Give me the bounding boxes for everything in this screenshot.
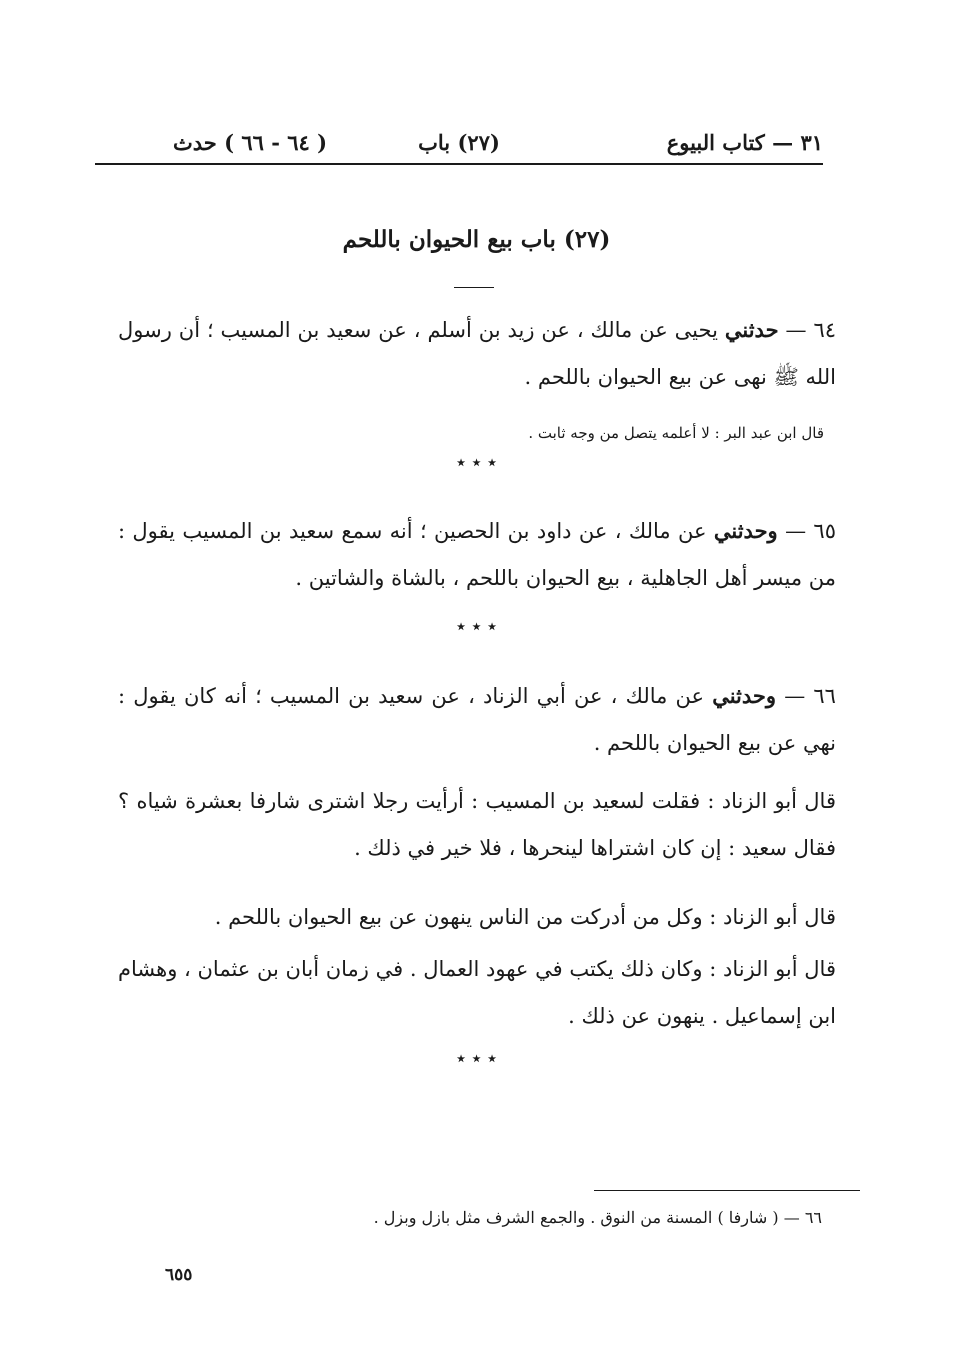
hadith-opening: وحدثني — [712, 683, 777, 708]
page-number: ٦٥٥ — [165, 1265, 193, 1285]
hadith-66-paragraph-1: قال أبو الزناد : فقلت لسعيد بن المسيب : أرأيت رجلا اشترى شارفا بعشرة شياه ؟ فقال سعيد : إن كان اشتراها لينحرها ، فلا خير في ذلك . — [118, 789, 836, 860]
header-chapter: (٢٧) باب — [418, 130, 500, 155]
hadith-number: ٦٦ — — [784, 684, 836, 708]
hadith-text: عن مالك ، عن داود بن الحصين ؛ أنه سمع سعيد بن المسيب يقول : من ميسر أهل الجاهلية ، بيع الحيوان باللحم ، بالشاة والشاتين . — [118, 519, 836, 590]
hadith-66 — [118, 672, 836, 767]
hadith-65 — [118, 507, 836, 602]
separator-stars: ٭ ٭ ٭ — [456, 616, 497, 637]
hadith-text: يحيى عن مالك ، عن زيد بن أسلم ، عن سعيد بن المسيب ؛ أن رسول الله ﷺ نهى عن بيع الحيوان باللحم . — [118, 318, 836, 389]
hadith-64 — [118, 306, 836, 401]
hadith-66-paragraph-2: قال أبو الزناد : وكل من أدركت من الناس ينهون عن بيع الحيوان باللحم . — [214, 905, 836, 929]
header-book-title: ٣١ — كتاب البيوع — [666, 130, 823, 155]
footnote-rule — [594, 1190, 860, 1191]
header-rule — [95, 163, 823, 165]
hadith-66-paragraph-3: قال أبو الزناد : وكان ذلك يكتب في عهود العمال . في زمان أبان بن عثمان ، وهشام ابن إسماعيل . ينهون عن ذلك . — [118, 957, 836, 1028]
hadith-number: ٦٤ — — [785, 318, 836, 342]
separator-stars: ٭ ٭ ٭ — [456, 452, 497, 473]
separator-stars: ٭ ٭ ٭ — [456, 1048, 497, 1069]
header-hadith-range: ( ٦٤ - ٦٦ ) حدث — [173, 130, 328, 155]
chapter-title: (٢٧) باب بيع الحيوان باللحم — [342, 226, 611, 253]
hadith-64-note: قال ابن عبد البر : لا أعلمه يتصل من وجه ثابت . — [528, 424, 824, 442]
hadith-number: ٦٥ — — [785, 519, 836, 543]
running-header — [95, 126, 823, 166]
title-rule — [454, 287, 494, 288]
footnote: ٦٦ — ( شارفا ) المسنة من النوق . والجمع الشرف مثل بازل وبزل . — [373, 1208, 822, 1227]
hadith-opening: وحدثني — [713, 518, 778, 543]
hadith-opening: حدثني — [724, 317, 779, 342]
hadith-text: عن مالك ، عن أبي الزناد ، عن سعيد بن المسيب ؛ أنه كان يقول : نهي عن بيع الحيوان باللحم . — [118, 684, 836, 755]
